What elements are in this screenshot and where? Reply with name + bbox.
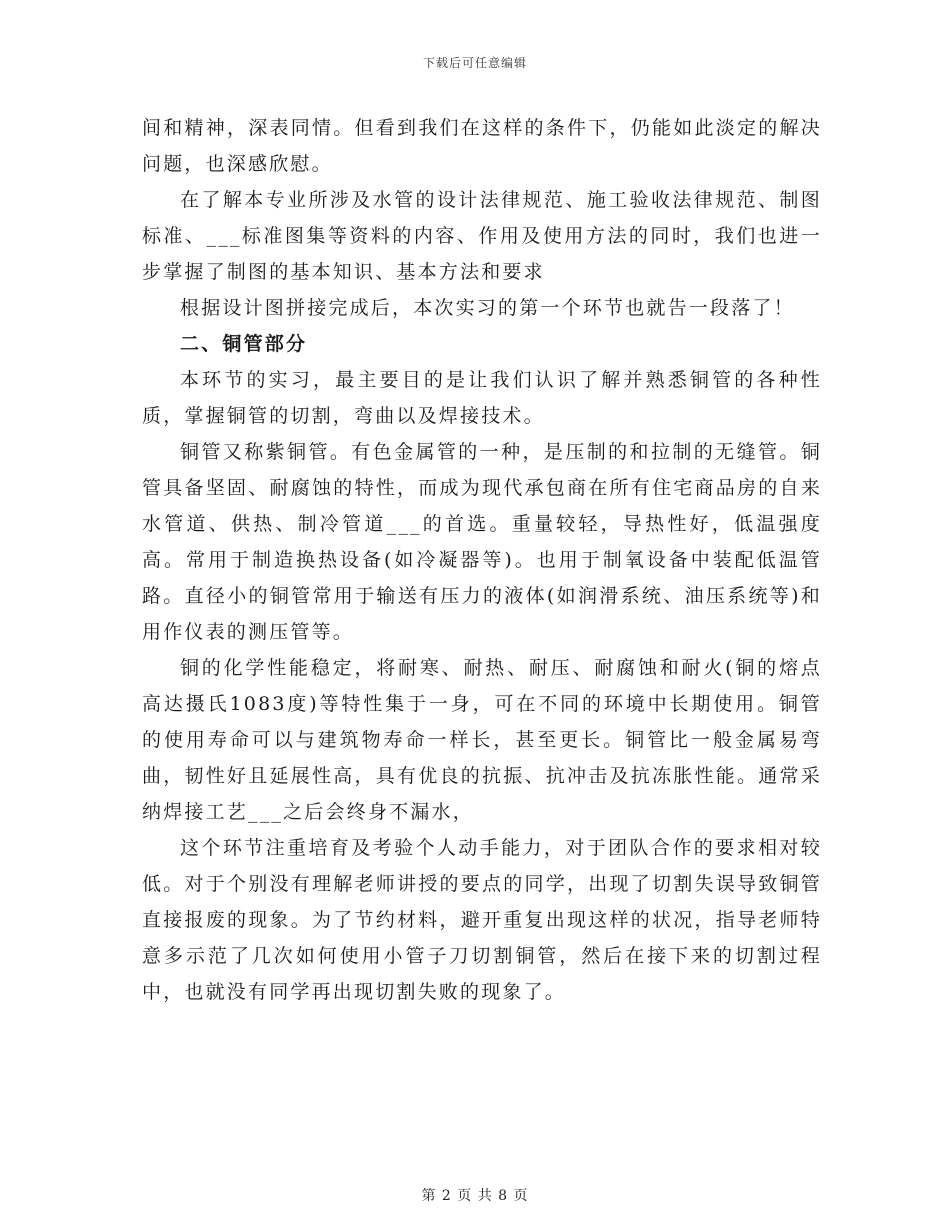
paragraph-6: 铜的化学性能稳定，将耐寒、耐热、耐压、耐腐蚀和耐火(铜的熔点高达摄氏1083度)等特性集于一身，可在不同的环境中长期使用。铜管的使用寿命可以与建筑物寿命一样长，甚至更长。铜管比一般金属易弯曲，韧性好且延展性高，具有优良的抗振、抗冲击及抗冻胀性能。通常采纳焊接工艺___之后会终身不漏水， (142, 657, 822, 823)
page-header: 下载后可任意编辑 (422, 56, 527, 70)
paragraph-1: 间和精神，深表同情。但看到我们在这样的条件下，仍能如此淡定的解决问题，也深感欣慰。 (142, 117, 822, 175)
paragraph-2: 在了解本专业所涉及水管的设计法律规范、施工验收法律规范、制图标准、___标准图集等资料的内容、作用及使用方法的同时，我们也进一步掌握了制图的基本知识、基本方法和要求 (142, 189, 822, 283)
paragraph-7: 这个环节注重培育及考验个人动手能力，对于团队合作的要求相对较低。对于个别没有理解老师讲授的要点的同学，出现了切割失误导致铜管直接报废的现象。为了节约材料，避开重复出现这样的状况，指导老师特意多示范了几次如何使用小管子刀切割铜管，然后在接下来的切割过程中，也就没有同学再出现切割失败的现象了。 (142, 837, 822, 1003)
page-footer: 第 2 页 共 8 页 (421, 1188, 529, 1204)
paragraph-5: 铜管又称紫铜管。有色金属管的一种，是压制的和拉制的无缝管。铜管具备坚固、耐腐蚀的特性，而成为现代承包商在所有住宅商品房的自来水管道、供热、制冷管道___的首选。重量较轻，导热性好，低温强度高。常用于制造换热设备(如冷凝器等)。也用于制氧设备中装配低温管路。直径小的铜管常用于输送有压力的液体(如润滑系统、油压系统等)和用作仪表的测压管等。 (142, 441, 822, 643)
document-body (142, 110, 822, 1010)
paragraph-3: 根据设计图拼接完成后，本次实习的第一个环节也就告一段落了！ (180, 297, 795, 319)
section-heading: 二、铜管部分 (180, 333, 308, 355)
paragraph-4: 本环节的实习，最主要目的是让我们认识了解并熟悉铜管的各种性质，掌握铜管的切割，弯曲以及焊接技术。 (142, 369, 822, 427)
